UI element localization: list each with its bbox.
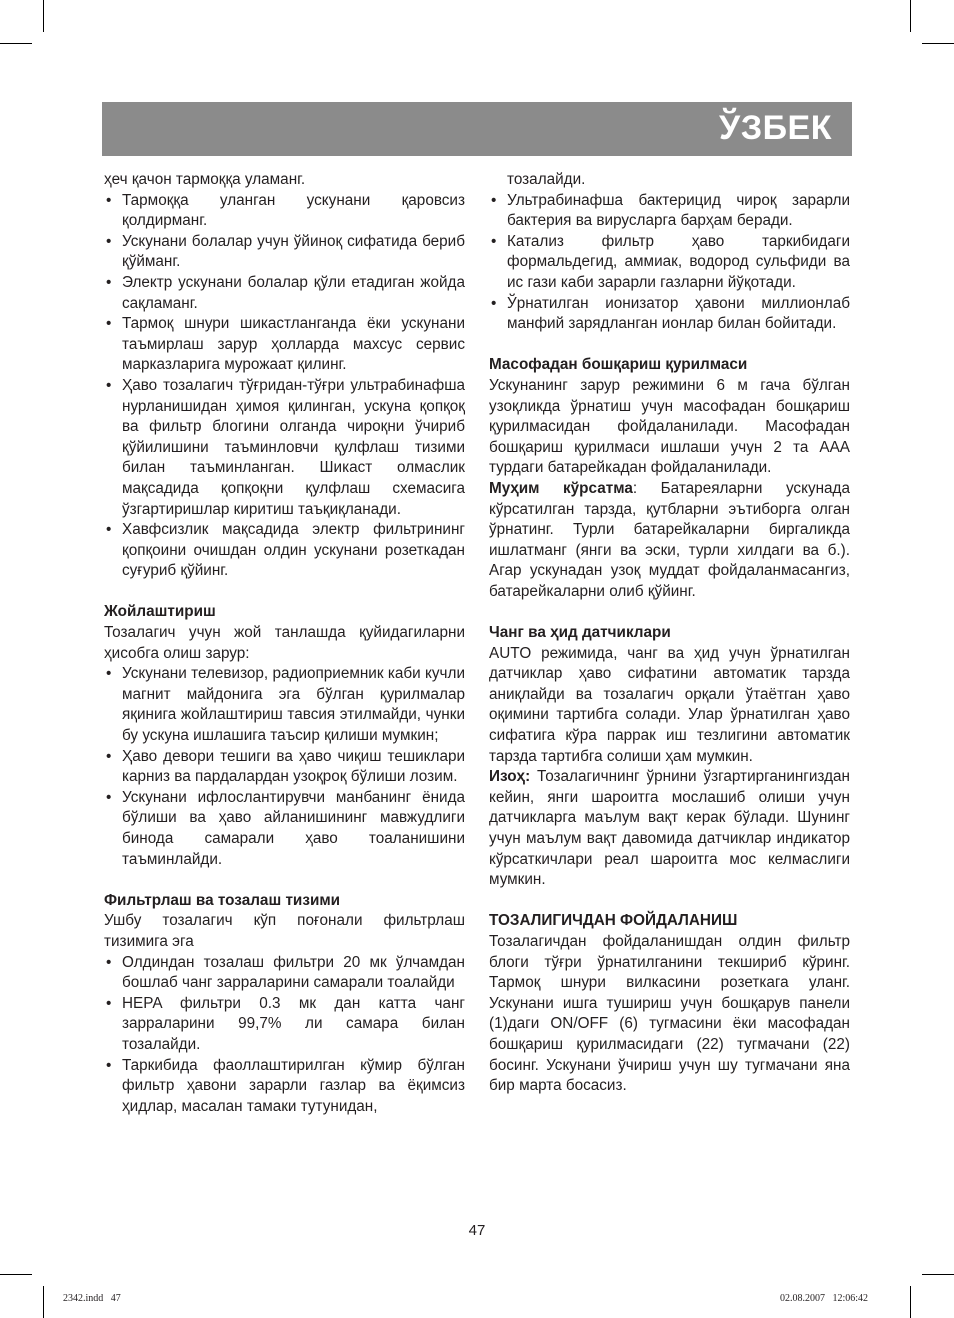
- list-item: • Тармоқ шнури шикастланганда ёки ускунани таъмирлаш зарур ҳолларда махсус сервис марказларига мурожаат қилинг.: [106, 315, 465, 374]
- sensor-text: AUTO режимида, чанг ва ҳид учун ўрнатилган датчиклар ҳаво сифатини автоматик тарзда аниқлайди ва тозалагич орқали ўтаётган ҳаво оқимини тартибга солади. Улар ўрнатилган ҳаво сифатига кўра паррак иш тезлигини автоматик тарзда тартибга солиши ҳам мумкин.: [489, 644, 850, 765]
- note-label: Изоҳ:: [489, 768, 531, 786]
- left-column: [104, 170, 465, 1117]
- page-number: 47: [468, 1222, 486, 1239]
- list-item: • HEPA фильтри 0.3 мк дан катта чанг зарраларини 99,7% ли самара билан тозалайди.: [106, 994, 465, 1053]
- placement-heading: Жойлаштириш: [104, 603, 216, 621]
- sensor-heading: Чанг ва ҳид датчиклари: [489, 624, 671, 642]
- header-title: ЎЗБЕК: [719, 109, 832, 147]
- bullet-icon: •: [106, 953, 112, 971]
- bullet-icon: •: [106, 747, 112, 765]
- sensor-note: Изоҳ: Тозалагичнинг ўрнини ўзгартирганингиздан кейин, янги шароитга мослашиб олиши учун датчикларга маълум вақт керак бўлади. Шунинг учун маълум вақт давомида датчиклар индикатор кўрсаткичлари реал шароитга мос келмаслиги мумкин.: [489, 768, 850, 889]
- crop-mark: [0, 43, 32, 44]
- filter-list-continued: [489, 191, 850, 335]
- bullet-icon: •: [106, 788, 112, 806]
- crop-mark: [0, 1274, 32, 1275]
- bullet-icon: •: [106, 994, 112, 1012]
- right-column: [489, 170, 850, 1097]
- crop-mark: [910, 0, 911, 32]
- filter-heading: Фильтрлаш ва тозалаш тизими: [104, 891, 341, 909]
- remote-text: Ускунанинг зарур режимини 6 м гача бўлган узоқликда ўрнатиш учун масофадан бошқариш қурилмасидан фойдаланилади. Масофадан бошқариш қурилмаси ишлаши учун 2 та ААА турдаги батарейкадан фойдаланилади.: [489, 376, 850, 477]
- list-item: • Ҳаво девори тешиги ва ҳаво чиқиш тешиклари карниз ва пардалардан узоқроқ бўлиши лозим.: [106, 747, 465, 786]
- list-item: • Ҳаво тозалагич тўғридан-тўғри ультрабинафша нурланишидан ҳимоя қилинган, ускуна қопқоқ ва фильтр блогини олганда чироқни ўчириб қўйилишини таъминловчи қулфлаш тизими билан таъминланган. Шикаст олмаслик мақсадида қопқоқни қулфлаш схемасига ўзгартиришлар киритиш таъқиқланади.: [106, 376, 465, 518]
- bullet-icon: •: [106, 315, 112, 333]
- date-slug: 02.08.2007 12:06:42: [780, 1293, 869, 1304]
- important-label: Муҳим кўрсатма: [489, 479, 633, 497]
- placement-intro: Тозалагич учун жой танлашда қуйидагиларни ҳисобга олиш зарур:: [104, 624, 465, 662]
- list-item: • Ультрабинафша бактерицид чироқ зарарли бактерия ва вирусларга барҳам беради.: [491, 191, 850, 230]
- usage-text: Тозалагичдан фойдаланишдан олдин фильтр блоги тўғри ўрнатилганини текшириб кўринг. Тармоқ шнури вилкасини розеткага уланг. Ускунани ишга тушириш учун бошқарув панели (1)даги ON/OFF (6) тугмасини ёки масофадан бошқариш қурилмасидаги (22) тугмачани (22) босинг. Ускунани ўчириш учун шу тугмачани яна бир марта босасиз.: [489, 932, 850, 1095]
- list-item: • Ўрнатилган ионизатор ҳавони миллионлаб манфий зарядланган ионлар билан бойитади.: [491, 294, 850, 333]
- placement-list: [104, 664, 465, 870]
- remote-heading: Масофадан бошқариш қурилмаси: [489, 356, 748, 374]
- list-item: • Катализ фильтр ҳаво таркибидаги формальдегид, аммиак, водород сульфиди ва ис гази каби зарарли газларни йўқотади.: [491, 232, 850, 291]
- filter-intro: Ушбу тозалагич кўп поғонали фильтрлаш тизимига эга: [104, 912, 465, 950]
- file-slug: 2342.indd 47: [63, 1293, 121, 1304]
- list-item: • Электр ускунани болалар қўли етадиган жойда сақламанг.: [106, 273, 465, 312]
- crop-mark: [43, 1286, 44, 1318]
- language-header-bar: [102, 102, 852, 156]
- filter-list: [104, 953, 465, 1118]
- list-item: • Хавфсизлик мақсадида электр фильтрининг қопқоини очишдан олдин ускунани розеткадан суғуриб қўйинг.: [106, 521, 465, 580]
- list-item: • Ускунани телевизор, радиоприемник каби кучли магнит майдонига эга бўлган қурилмалар яқинига жойлаштириш тавсия этилмайди, чунки бу ускуна ишлашига таъсир қилиши мумкин;: [106, 665, 465, 745]
- crop-mark: [922, 1274, 954, 1275]
- continuation-text: тозалайди.: [507, 171, 586, 188]
- bullet-icon: •: [106, 1056, 112, 1074]
- list-item: • Таркибида фаоллаштирилган кўмир бўлган фильтр ҳавони зарарли газлар ва ёқимсиз ҳидлар, масалан тамаки тутунидан,: [106, 1056, 465, 1115]
- crop-mark: [910, 1286, 911, 1318]
- list-item: • Олдиндан тозалаш фильтри 20 мк ўлчамдан бошлаб чанг зарраларини самарали тоалайди: [106, 953, 465, 992]
- usage-heading: ТОЗАЛИГИЧДАН ФОЙДАЛАНИШ: [489, 912, 738, 930]
- important-note: Муҳим кўрсатма: Батареяларни ускунада кўрсатилган тарзда, қутбларни эътиборга олган ўрнатинг. Турли батарейкаларни биргаликда ишлатманг (янги ва эски, турли хилдаги ва б.). Агар ускунадан узоқ муддат фойдаланмасангиз, батарейкаларни олиб қўйинг.: [489, 479, 850, 600]
- list-item: • Тармоққа уланган ускунани қаровсиз қолдирманг.: [106, 191, 465, 230]
- bullet-icon: •: [491, 191, 497, 209]
- crop-mark: [43, 0, 44, 32]
- list-item: • Ускунани ифлослантирувчи манбанинг ёнида бўлиши ва ҳаво айланишининг мавжудлиги бинода самарали ҳаво тоаланишини таъминлайди.: [106, 788, 465, 868]
- bullet-icon: •: [491, 232, 497, 250]
- safety-list: [104, 191, 465, 582]
- bullet-icon: •: [491, 294, 497, 312]
- bullet-icon: •: [106, 232, 112, 250]
- list-item: • Ускунани болалар учун ўйиноқ сифатида бериб қўйманг.: [106, 232, 465, 271]
- bullet-icon: •: [106, 191, 112, 209]
- crop-mark: [922, 43, 954, 44]
- continuation-text: ҳеч қачон тармоққа уламанг.: [104, 171, 306, 188]
- bullet-icon: •: [106, 665, 112, 683]
- bullet-icon: •: [106, 273, 112, 291]
- bullet-icon: •: [106, 376, 112, 394]
- bullet-icon: •: [106, 521, 112, 539]
